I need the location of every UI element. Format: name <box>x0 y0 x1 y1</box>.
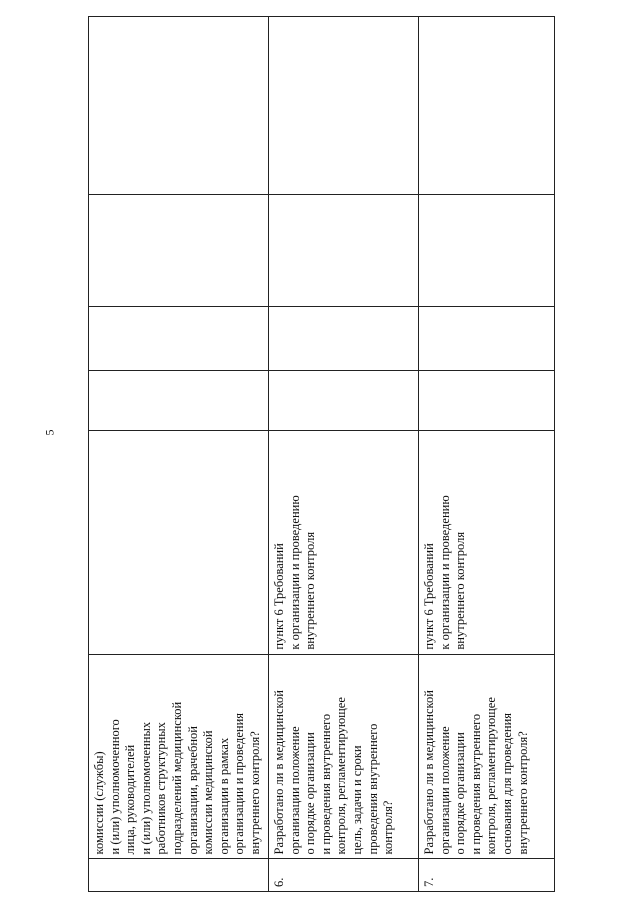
question-line: комиссии медицинской <box>201 730 216 855</box>
question-line: основания для проведения <box>499 712 514 855</box>
row-number: 6. <box>269 859 419 892</box>
empty-cell <box>419 17 555 195</box>
question-cell <box>89 654 269 859</box>
checklist-table-rotated <box>88 16 554 892</box>
question-line: и (или) уполномоченных <box>138 721 153 855</box>
reference-cell <box>89 430 269 654</box>
table-row <box>419 17 555 892</box>
question-line: организации в рамках <box>216 737 231 855</box>
question-line: внутреннего контроля? <box>247 731 262 855</box>
question-line: о порядке организации <box>453 732 468 855</box>
empty-cell <box>269 371 419 431</box>
question-line: Разработано ли в медицинской <box>272 690 286 855</box>
empty-cell <box>269 17 419 195</box>
empty-cell <box>89 194 269 306</box>
question-line: проведения внутреннего <box>365 723 380 855</box>
question-line: подразделений медицинской <box>169 701 184 855</box>
question-line: контроля, регламентирующее <box>334 697 349 855</box>
empty-cell <box>89 371 269 431</box>
reference-cell <box>269 430 419 654</box>
table-row <box>269 17 419 892</box>
table-row <box>89 17 269 892</box>
empty-cell <box>269 194 419 306</box>
reference-line: к организации и проведению <box>437 495 452 650</box>
question-cell <box>419 654 555 859</box>
question-line: контроля? <box>381 800 396 855</box>
question-line: Разработано ли в медицинской <box>422 690 436 855</box>
question-line: организации положение <box>437 726 452 855</box>
question-line: и проведения внутреннего <box>468 713 483 855</box>
row-number <box>89 859 269 892</box>
empty-cell <box>269 306 419 370</box>
reference-line: к организации и проведению <box>287 495 302 650</box>
question-line: о порядке организации <box>303 732 318 855</box>
question-line: организации положение <box>287 726 302 855</box>
reference-line: внутреннего контроля <box>453 531 468 650</box>
reference-line: пункт 6 Требований <box>422 543 436 650</box>
reference-cell <box>419 430 555 654</box>
question-line: контроля, регламентирующее <box>484 697 499 855</box>
empty-cell <box>419 306 555 370</box>
question-line: цель, задачи и сроки <box>349 745 364 855</box>
page-number: 5 <box>42 429 57 436</box>
empty-cell <box>419 194 555 306</box>
empty-cell <box>89 17 269 195</box>
question-line: организации и проведения <box>232 712 247 855</box>
question-line: комиссии (службы) <box>92 751 106 855</box>
checklist-table <box>88 16 555 892</box>
question-cell <box>269 654 419 859</box>
question-line: работников структурных <box>154 722 169 855</box>
question-line: внутреннего контроля? <box>515 731 530 855</box>
reference-line: внутреннего контроля <box>303 531 318 650</box>
question-line: организации, врачебной <box>185 726 200 855</box>
question-line: и проведения внутреннего <box>318 713 333 855</box>
row-number: 7. <box>419 859 555 892</box>
question-line: и (или) уполномоченного <box>107 719 122 855</box>
question-line: лица, руководителей <box>123 744 138 855</box>
empty-cell <box>419 371 555 431</box>
empty-cell <box>89 306 269 370</box>
reference-line: пункт 6 Требований <box>272 543 286 650</box>
